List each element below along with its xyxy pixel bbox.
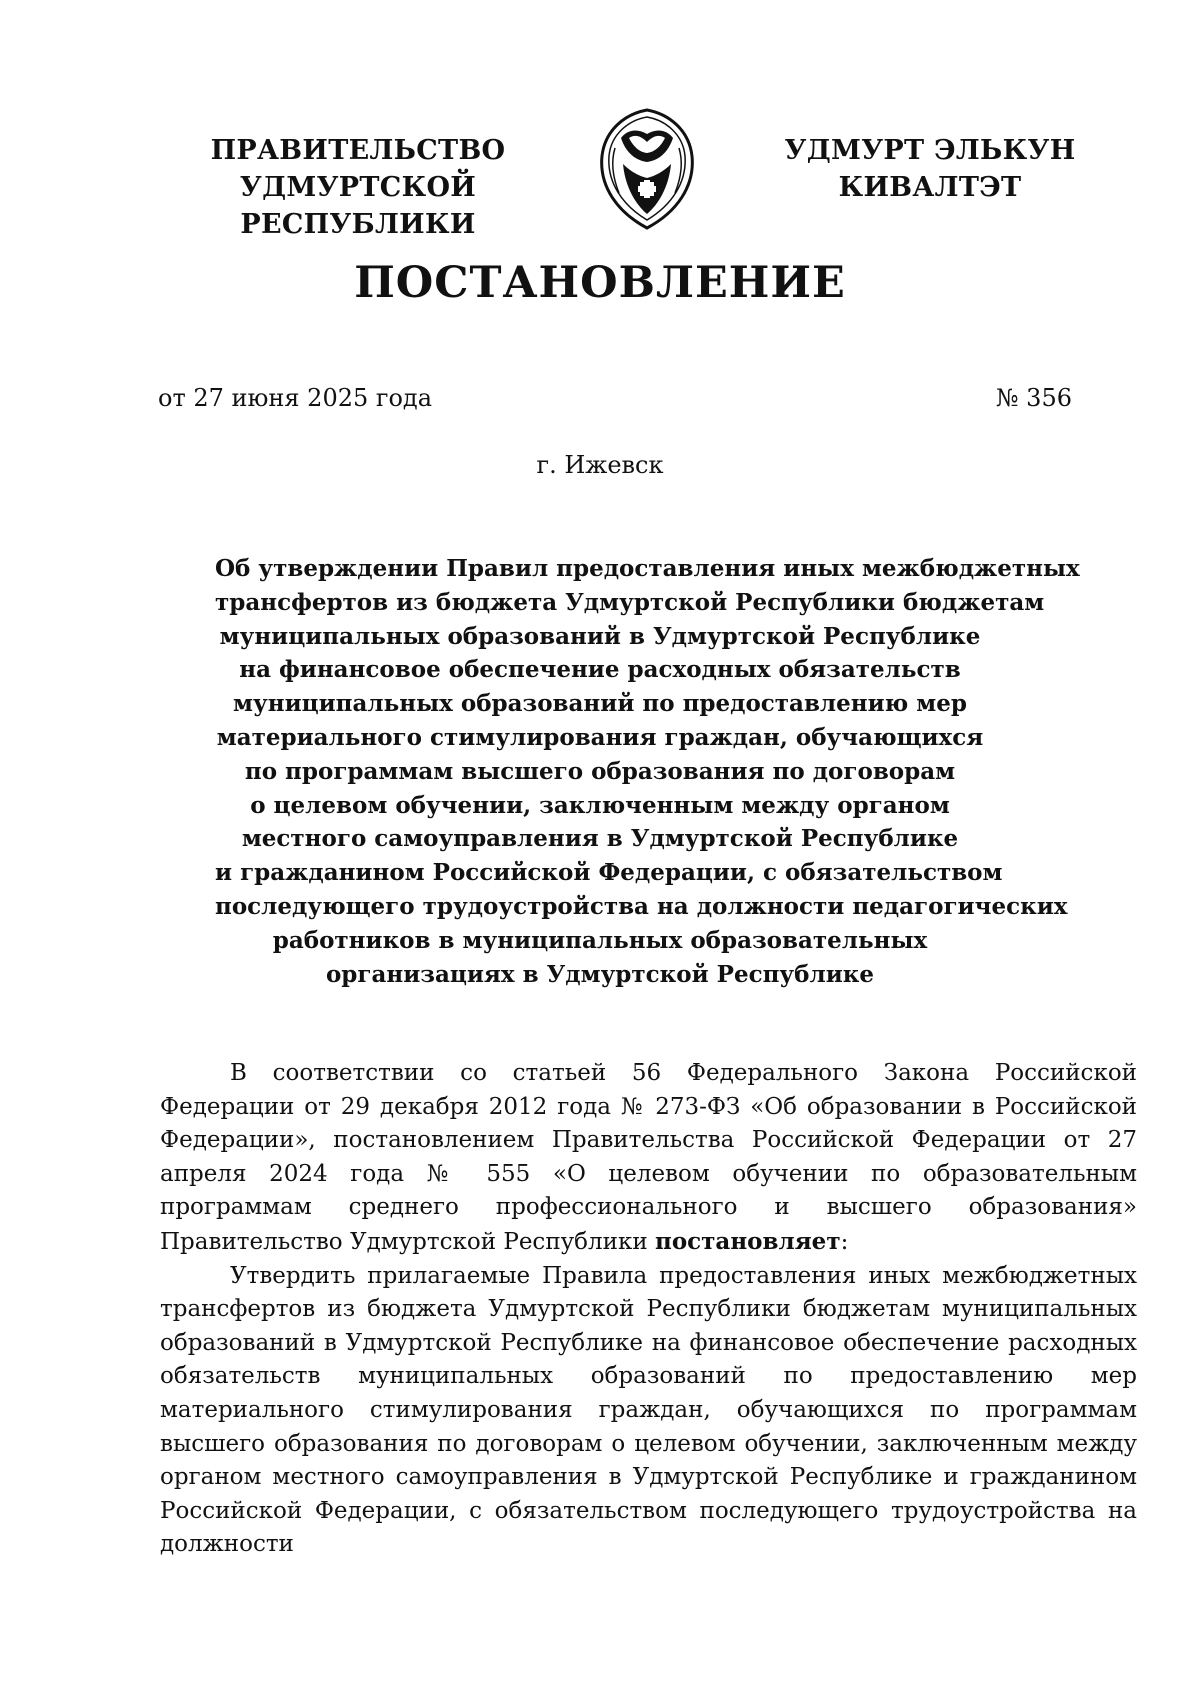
preamble-colon: :	[840, 1228, 849, 1255]
document-type-heading: ПОСТАНОВЛЕНИЕ	[354, 258, 846, 308]
title-line: местного самоуправления в Удмуртской Республике	[241, 825, 959, 853]
government-name-udmurt	[780, 132, 1080, 206]
title-line: муниципальных образований по предоставлению мер	[233, 690, 967, 718]
coat-of-arms-icon	[597, 108, 697, 230]
decree-keyword: постановляет	[654, 1227, 841, 1255]
preamble-text: В соответствии со статьей 56 Федерального Закона Российской Федерации от 29 декабря 2012 года № 273-ФЗ «Об образовании в Российской Федерации», постановлением Правительства Российской Федерации от 27 апреля 2024 года № 555 «О целевом обучении по образовательным программам среднего профессионального и высшего образования» Правительство Удмуртской Республики	[160, 1060, 1137, 1255]
document-number: № 356	[995, 384, 1072, 412]
title-line: по программам высшего образования по договорам	[244, 757, 956, 785]
title-line: Об утверждении Правил предоставления иных межбюджетных	[215, 555, 1080, 582]
government-name-russian	[148, 132, 568, 243]
title-line: работников в муниципальных образовательных	[272, 926, 928, 954]
title-line: о целевом обучении, заключенным между органом	[250, 791, 950, 819]
document-city: г. Ижевск	[536, 451, 664, 479]
title-line: организациях в Удмуртской Республике	[325, 960, 875, 988]
title-line: материального стимулирования граждан, обучающихся	[216, 723, 984, 751]
title-line: на финансовое обеспечение расходных обязательств	[239, 656, 961, 684]
header-left-line2: УДМУРТСКОЙ РЕСПУБЛИКИ	[239, 172, 477, 240]
header-left-line1: ПРАВИТЕЛЬСТВО	[210, 135, 506, 166]
title-line: муниципальных образований в Удмуртской Республике	[219, 622, 981, 650]
header-right-line1: УДМУРТ ЭЛЬКУН	[784, 135, 1076, 166]
header-right-line2: КИВАЛТЭТ	[838, 172, 1022, 203]
document-date: от 27 июня 2025 года	[158, 384, 432, 412]
title-line: трансфертов из бюджета Удмуртской Республики бюджетам	[215, 588, 1045, 616]
preamble-paragraph	[160, 1057, 1137, 1260]
document-title	[215, 552, 1080, 991]
document-body	[160, 1057, 1137, 1562]
title-line: последующего трудоустройства на должности педагогических	[215, 892, 1068, 920]
title-line: и гражданином Российской Федерации, с обязательством	[215, 859, 1003, 887]
resolution-paragraph: Утвердить прилагаемые Правила предоставления иных межбюджетных трансфертов из бюджета Удмуртской Республики бюджетам муниципальных образований в Удмуртской Республике на финансовое обеспечение расходных обязательств муниципальных образований по предоставлению мер материального стимулирования граждан, обучающихся по программам высшего образования по договорам о целевом обучении, заключенным между органом местного самоуправления в Удмуртской Республике и гражданином Российской Федерации, с обязательством последующего трудоустройства на должности	[160, 1262, 1137, 1558]
